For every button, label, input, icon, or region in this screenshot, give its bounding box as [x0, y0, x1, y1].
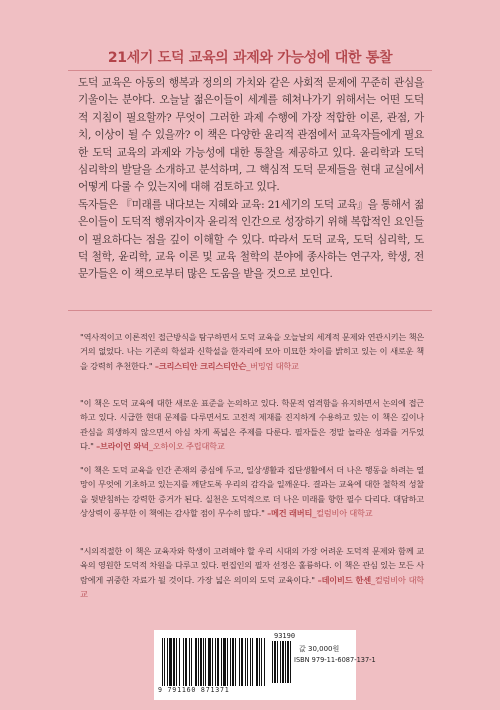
barcode-bar — [195, 638, 197, 686]
barcode-bar — [235, 638, 236, 686]
barcode-bar — [183, 638, 184, 686]
intro-paragraph-1: 도덕 교육은 아동의 행복과 정의의 가치와 같은 사회적 문제에 꾸준히 관심을 기울이는 분야다. 오늘날 젊은이들이 세계를 헤쳐나가기 위해서는 어떤 도덕적 지침이 필요할까? 무엇이 그러한 과제 수행에 가장 적합한 이론, 관점, 가치, 이상이 될 수 있을까? 이 책은 다양한 윤리적 관점에서 교육자들에게 필요한 도덕 교육의 과제와 가능성에 대한 통찰을 제공하고 있다. 윤리학과 도덕 심리학의 발달을 소개하고 분석하며, 그 핵심적 도덕 문제들을 현대 교실에서 어떻게 다룰 수 있는지에 대해 검토하고 있다. — [78, 77, 424, 194]
barcode-bar — [189, 638, 190, 686]
barcode-bar — [185, 638, 187, 686]
barcode-bar — [252, 638, 253, 686]
barcode-bar — [250, 638, 251, 686]
quote-affiliation: _컬럼비아 대학교 — [80, 574, 424, 599]
addon-barcode-bars — [272, 641, 294, 683]
quote-affiliation: _오하이오 주립대학교 — [148, 440, 225, 451]
barcode-bar — [277, 641, 278, 683]
barcode-bar — [280, 641, 281, 683]
barcode-bar — [241, 638, 243, 686]
barcode-bar — [203, 638, 204, 686]
barcode-bar — [239, 638, 240, 686]
quote-author: –크리스티안 크리스티안슨 — [154, 360, 247, 371]
barcode-bar — [162, 638, 163, 686]
endorsement-quote-3 — [80, 463, 424, 520]
barcode-bars — [162, 638, 266, 686]
barcode-bar — [221, 638, 222, 686]
quote-affiliation: _버밍엄 대학교 — [246, 360, 299, 371]
barcode-bar — [217, 638, 219, 686]
barcode-bar — [247, 638, 248, 686]
quote-author: –메건 래버티 — [267, 507, 313, 518]
barcode-bar — [200, 638, 202, 686]
barcode-bar — [272, 641, 273, 683]
barcode-bar — [212, 638, 213, 686]
section-divider — [68, 310, 432, 311]
barcode-bar — [230, 638, 231, 686]
barcode-bar — [256, 638, 258, 686]
barcode-bar — [287, 641, 289, 683]
barcode-bar — [285, 641, 286, 683]
quote-author: –브라이언 와넉 — [96, 440, 149, 451]
barcode-bar — [208, 638, 211, 686]
endorsement-quote-4 — [80, 544, 424, 601]
barcode-bar — [261, 638, 262, 686]
isbn: ISBN 979-11-6087-137-1 — [294, 656, 376, 664]
quote-text: "이 책은 도덕 교육에 대한 새로운 표준을 논의하고 있다. 학문적 엄격함을 유지하면서 논의에 접근하고 있다. 시급한 현대 문제를 다루면서도 고전적 제재를 진지하게 수용하고 있는 이 책은 깊이나 관심을 희생하지 않으면서 아심 차게 폭넓은 주제를 다룬다. 필자들은 정말 놀라운 성과를 거두었다." — [80, 398, 424, 451]
barcode-bar — [274, 641, 276, 683]
quote-text: "시의적절한 이 책은 교육자와 학생이 고려해야 할 우리 시대의 가장 어려운 도덕적 문제와 함께 교육의 영원한 도덕적 차원을 다루고 있다. 편집인의 필자 선정은 훌륭하다. 이 책은 관심 있는 모든 사람에게 귀중한 자료가 될 것이다. 가장 넓은 의미의 도덕 교육이다." — [80, 546, 424, 585]
endorsement-quote-2 — [80, 396, 424, 453]
endorsement-quote-1 — [80, 330, 424, 373]
barcode-bar — [169, 638, 172, 686]
barcode-bar — [232, 638, 234, 686]
barcode-bar — [290, 641, 291, 683]
barcode-bar — [167, 638, 168, 686]
intro-text — [78, 75, 424, 284]
barcode-bar — [259, 638, 260, 686]
quote-author: –데이비드 한센 — [317, 574, 371, 585]
barcode-bar — [164, 638, 165, 686]
barcode-bar — [245, 638, 246, 686]
quote-text: "이 책은 도덕 교육을 인간 존재의 중심에 두고, 일상생활과 집단생활에서 더 나은 행동을 하려는 열망이 무엇에 기초하고 있는지를 깨닫도록 우리의 감각을 일깨운다. 결과는 교육에 대한 철학적 성찰을 뒷받침하는 강력한 증거가 된다. 실천은 도덕적으로 더 나은 미래를 향한 필수 다리다. 대담하고 상상력이 풍부한 이 책에는 감사할 점이 무수히 많다." — [80, 465, 424, 518]
quote-text: "역사적이고 이론적인 접근방식을 탐구하면서 도덕 교육을 오늘날의 세계적 문제와 연관시키는 책은 거의 없었다. 나는 기존의 학설과 신학설을 한자리에 모아 미묘한 차이를 밝히고 있는 이 새로운 책을 강력히 추천한다." — [80, 332, 424, 371]
headline-divider — [68, 70, 432, 71]
price: 값 30,000원 — [299, 645, 340, 653]
ean-number: 9 791160 871371 — [158, 686, 230, 694]
quote-affiliation: _컬럼비아 대학교 — [312, 507, 373, 518]
barcode-bar — [173, 638, 175, 686]
barcode-bar — [215, 638, 216, 686]
barcode-bar — [264, 638, 265, 686]
barcode-bar — [179, 638, 180, 686]
barcode-box — [154, 630, 376, 700]
barcode-bar — [223, 638, 226, 686]
barcode-bar — [205, 638, 206, 686]
barcode-bar — [198, 638, 199, 686]
barcode-bar — [176, 638, 177, 686]
barcode-bar — [282, 641, 284, 683]
barcode-bar — [191, 638, 192, 686]
addon-code: 93190 — [274, 632, 296, 640]
barcode-bar — [227, 638, 228, 686]
intro-paragraph-2: 독자들은 『미래를 내다보는 지혜와 교육: 21세기의 도덕 교육』을 통해서 젊은이들이 도덕적 행위자이자 윤리적 인간으로 성장하기 위해 복합적인 요인들이 필요하다는 점을 깊이 이해할 수 있다. 따라서 도덕 교육, 도덕 심리학, 도덕 철학, 윤리학, 교육 이론 및 교육 철학의 분야에 종사하는 연구자, 학생, 전문가들은 이 책으로부터 많은 도움을 받을 것으로 보인다. — [78, 198, 424, 281]
headline: 21세기 도덕 교육의 과제와 가능성에 대한 통찰 — [107, 50, 393, 66]
